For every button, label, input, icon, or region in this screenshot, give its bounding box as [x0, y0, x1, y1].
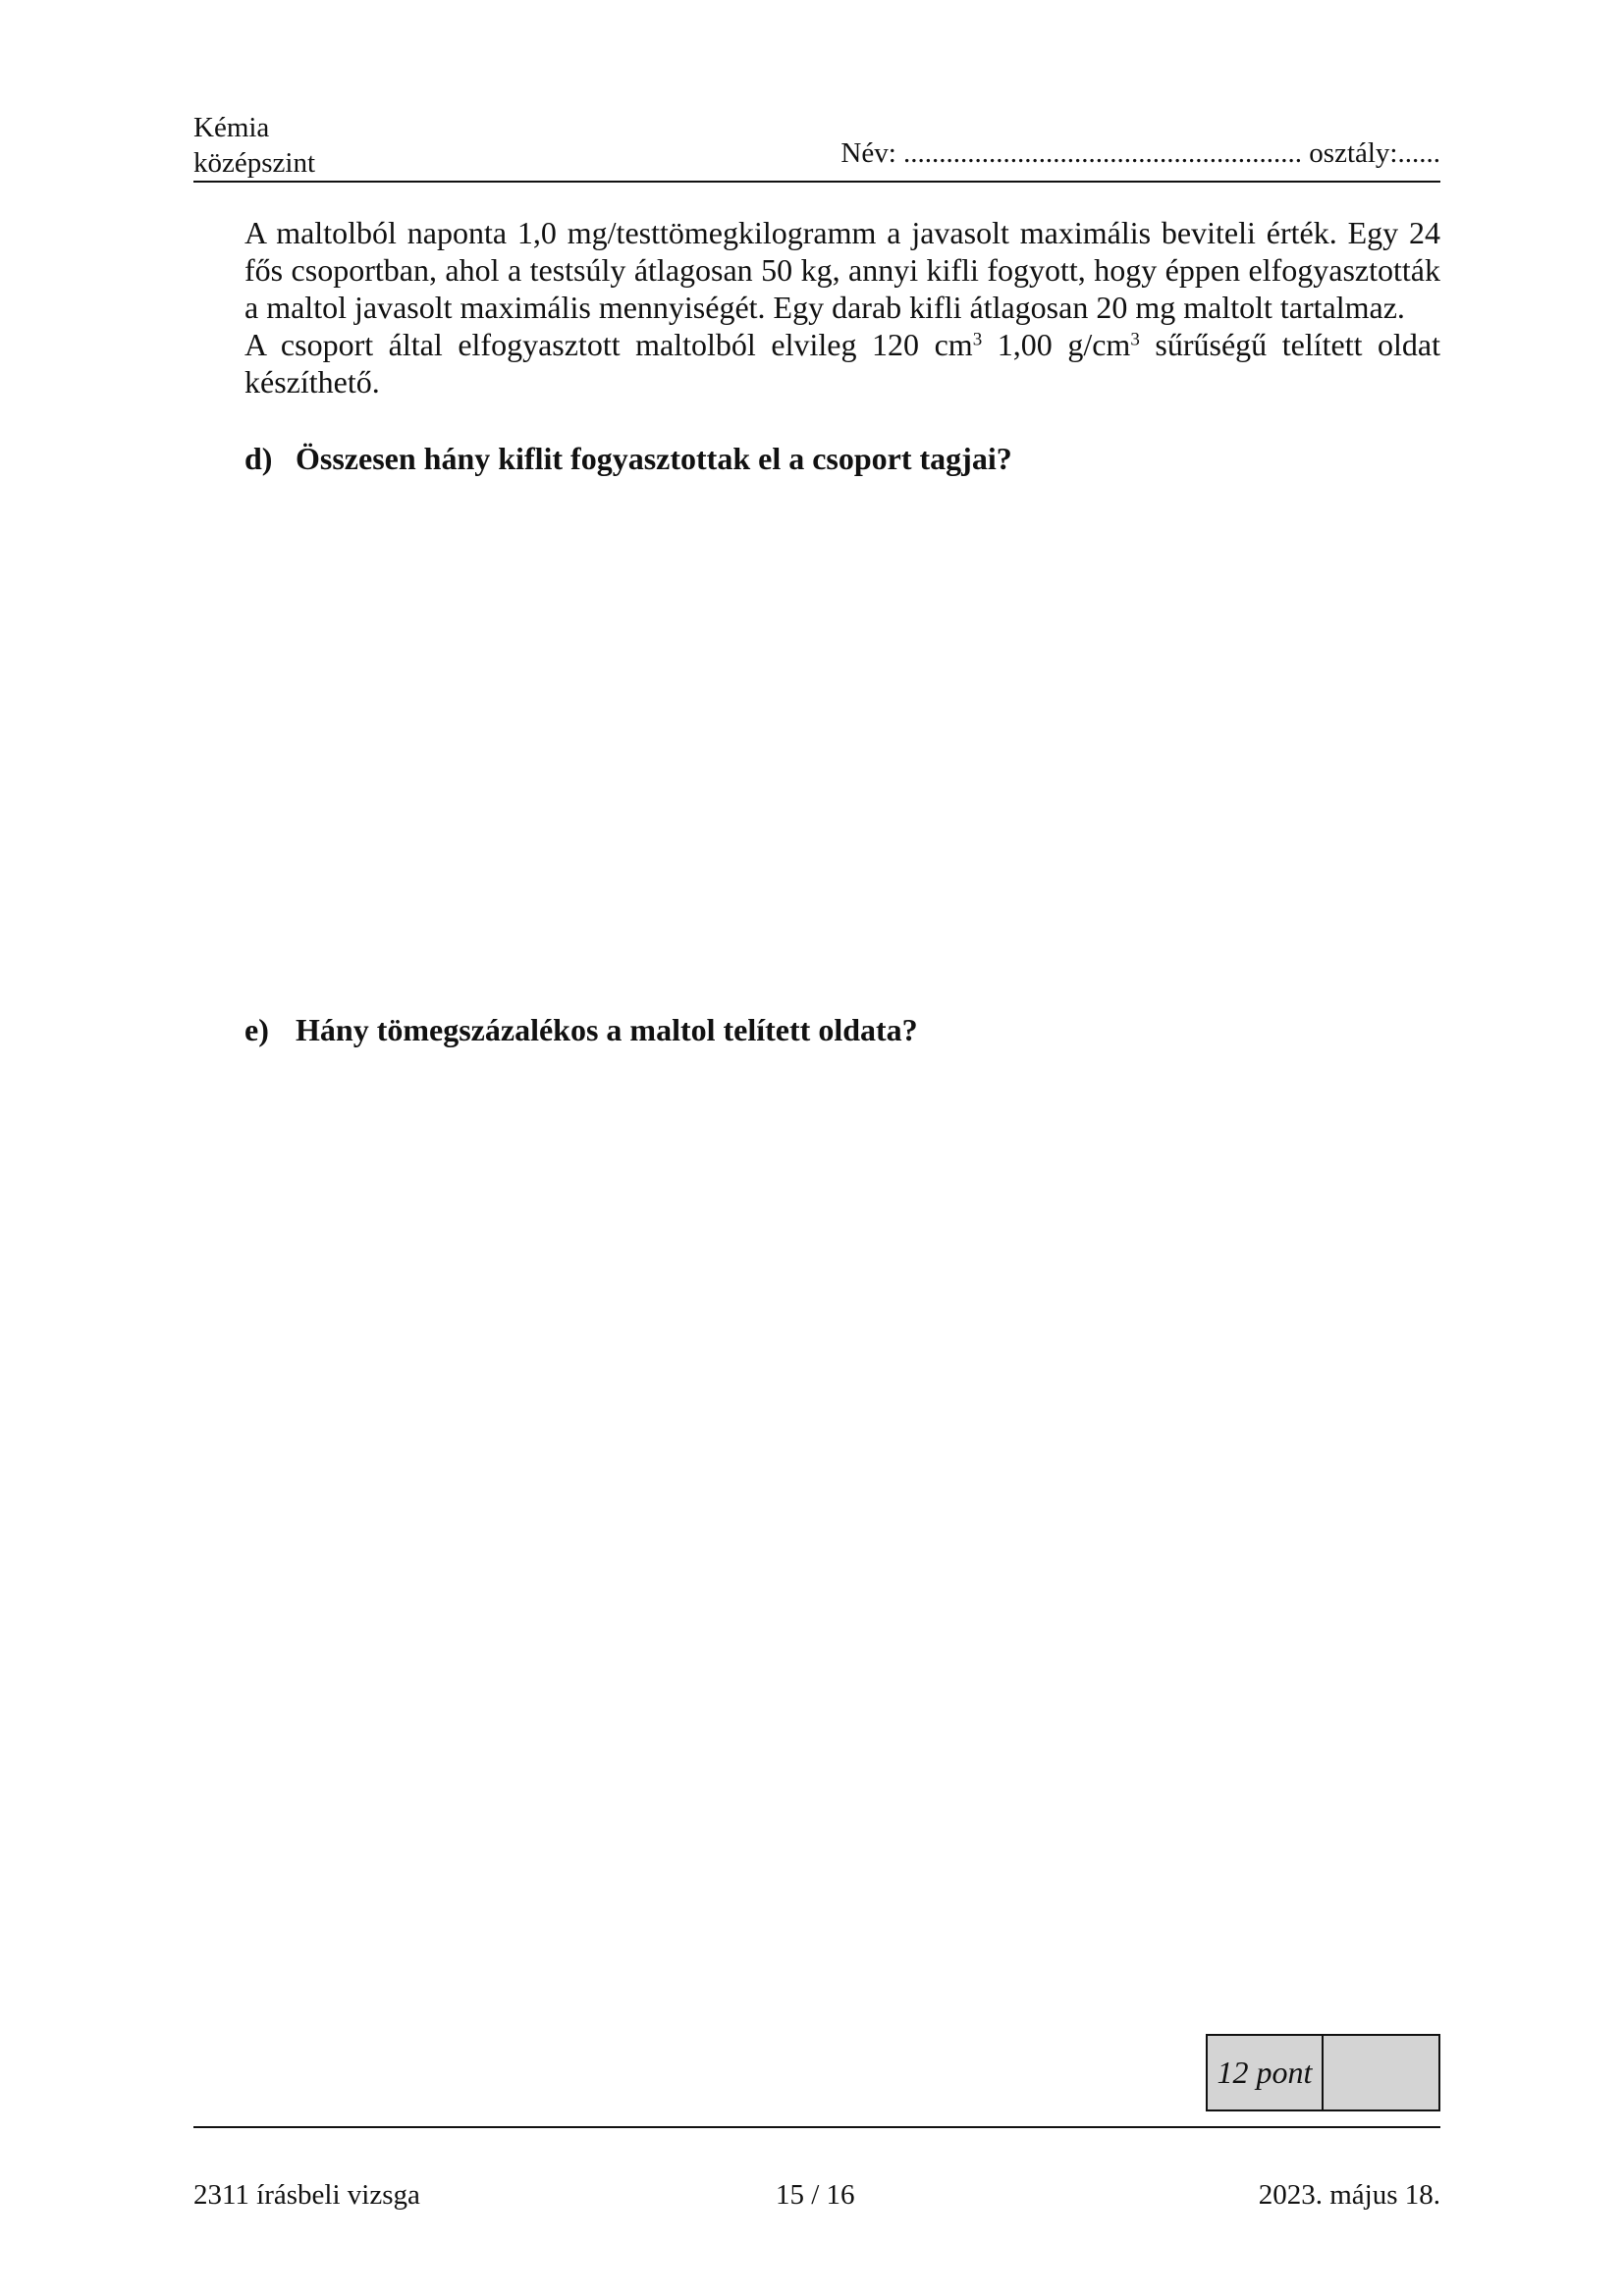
intro-paragraph-2	[244, 326, 1440, 400]
question-d-text: Összesen hány kiflit fogyasztottak el a csoport tagjai?	[296, 441, 1012, 476]
footer-exam-code: 2311 írásbeli vizsga	[193, 2179, 420, 2211]
score-label: 12 pont	[1208, 2036, 1324, 2109]
header-subject: Kémia	[193, 112, 270, 143]
question-d-letter: d)	[244, 441, 273, 476]
footer-date: 2023. május 18.	[1258, 2179, 1440, 2211]
question-e	[244, 1011, 918, 1048]
question-d	[244, 440, 1012, 477]
intro-p2-sup-2: 3	[1130, 329, 1140, 350]
score-box	[1206, 2034, 1440, 2111]
score-entry-cell	[1324, 2036, 1438, 2109]
footer-page-number: 15 / 16	[776, 2179, 855, 2211]
footer-divider	[193, 2126, 1440, 2128]
header-name-field: Név: ........................................................ osztály:......	[840, 137, 1440, 169]
question-e-text: Hány tömegszázalékos a maltol telített oldata?	[296, 1012, 918, 1047]
header-subject-block	[193, 110, 315, 181]
problem-intro	[244, 214, 1440, 400]
intro-p2-part-c: sűrűségű telített oldat készíthető.	[244, 327, 1441, 400]
question-e-letter: e)	[244, 1012, 269, 1047]
header-level: középszint	[193, 147, 316, 179]
intro-p2-sup-1: 3	[972, 329, 983, 350]
header-divider	[193, 181, 1440, 183]
intro-p2-part-a: A csoport által elfogyasztott maltolból elvileg 120 cm	[244, 327, 973, 362]
intro-p2-part-b: 1,00 g/cm	[982, 327, 1131, 362]
intro-paragraph-1: A maltolból naponta 1,0 mg/testtömegkilogramm a javasolt maximális beviteli érték. Egy 24 fős csoportban, ahol a testsúly átlagosan 50 kg, annyi kifli fogyott, hogy éppen elfogyasztották a maltol javasolt maximális mennyiségét. Egy darab kifli átlagosan 20 mg maltolt tartalmaz.	[244, 215, 1440, 325]
